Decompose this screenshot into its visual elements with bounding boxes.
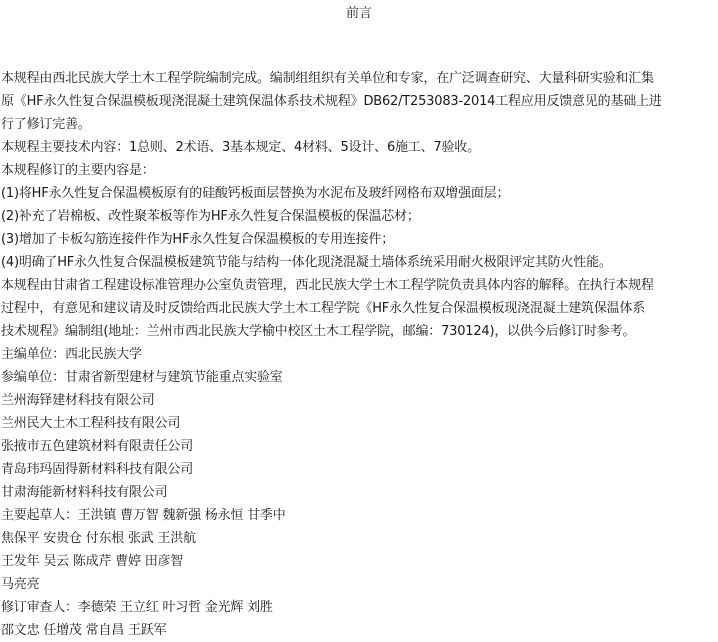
text-line: 技术规程》编制组(地址：兰州市西北民族大学榆中校区土木工程学院，邮编：730124)，以供今后修订时参考。 xyxy=(1,324,636,339)
text-line: 过程中，有意见和建议请及时反馈给西北民族大学土木工程学院《HF永久性复合保温模板现浇混凝土建筑保温体系 xyxy=(1,301,646,316)
text-line: (4)明确了HF永久性复合保温模板建筑节能与结构一体化现浇混凝土墙体系统采用耐火极限评定其防火性能。 xyxy=(1,255,612,270)
text-line: 原《HF永久性复合保温模板现浇混凝土建筑保温体系技术规程》DB62/T253083-2014工程应用反馈意见的基础上进 xyxy=(1,94,662,109)
text-line: 本规程主要技术内容：1总则、2术语、3基本规定、4材料、5设计、6施工、7验收。 xyxy=(1,140,480,155)
text-line: (2)补充了岩棉板、改性聚苯板等作为HF永久性复合保温模板的保温芯材； xyxy=(1,209,420,224)
text-line: 兰州海铎建材科技有限公司 xyxy=(1,393,155,408)
text-line: 参编单位：甘肃省新型建材与建筑节能重点实验室 xyxy=(1,370,283,385)
text-line: 甘肃海能新材料科技有限公司 xyxy=(1,485,168,500)
text-line: 王发年 吴云 陈成芹 曹婷 田彦智 xyxy=(1,554,184,569)
text-line: (3)增加了卡板勾筋连接件作为HF永久性复合保温模板的专用连接件； xyxy=(1,232,395,247)
text-line: 张掖市五色建筑材料有限责任公司 xyxy=(1,439,194,454)
text-line: 本规程修订的主要内容是： xyxy=(1,163,155,178)
text-line: 主编单位：西北民族大学 xyxy=(1,347,142,362)
text-line: 兰州民大土木工程科技有限公司 xyxy=(1,416,181,431)
text-line: 青岛玮玛固得新材料科技有限公司 xyxy=(1,462,194,477)
text-line: 焦保平 安贵仓 付东根 张武 王洪航 xyxy=(1,531,196,546)
text-line: 主要起草人：王洪镇 曹万智 魏新强 杨永恒 甘季中 xyxy=(1,508,286,523)
text-line: 行了修订完善。 xyxy=(1,117,91,132)
text-line: 邵文忠 任增茂 常自昌 王跃军 xyxy=(1,623,167,638)
text-line: 本规程由甘肃省工程建设标准管理办公室负责管理，西北民族大学土木工程学院负责具体内容的解释。在执行本规程 xyxy=(1,278,654,293)
document-body xyxy=(1,67,717,642)
document-title: 前言 xyxy=(345,6,372,21)
text-line: 马亮亮 xyxy=(1,577,40,592)
text-line: (1)将HF永久性复合保温模板原有的硅酸钙板面层替换为水泥布及玻纤网格布双增强面层； xyxy=(1,186,510,201)
text-line: 本规程由西北民族大学土木工程学院编制完成。编制组组织有关单位和专家，在广泛调查研究、大量科研实验和汇集 xyxy=(1,71,654,86)
text-line: 修订审查人：李德荣 王立红 叶习哲 金光辉 刘胜 xyxy=(1,600,273,615)
